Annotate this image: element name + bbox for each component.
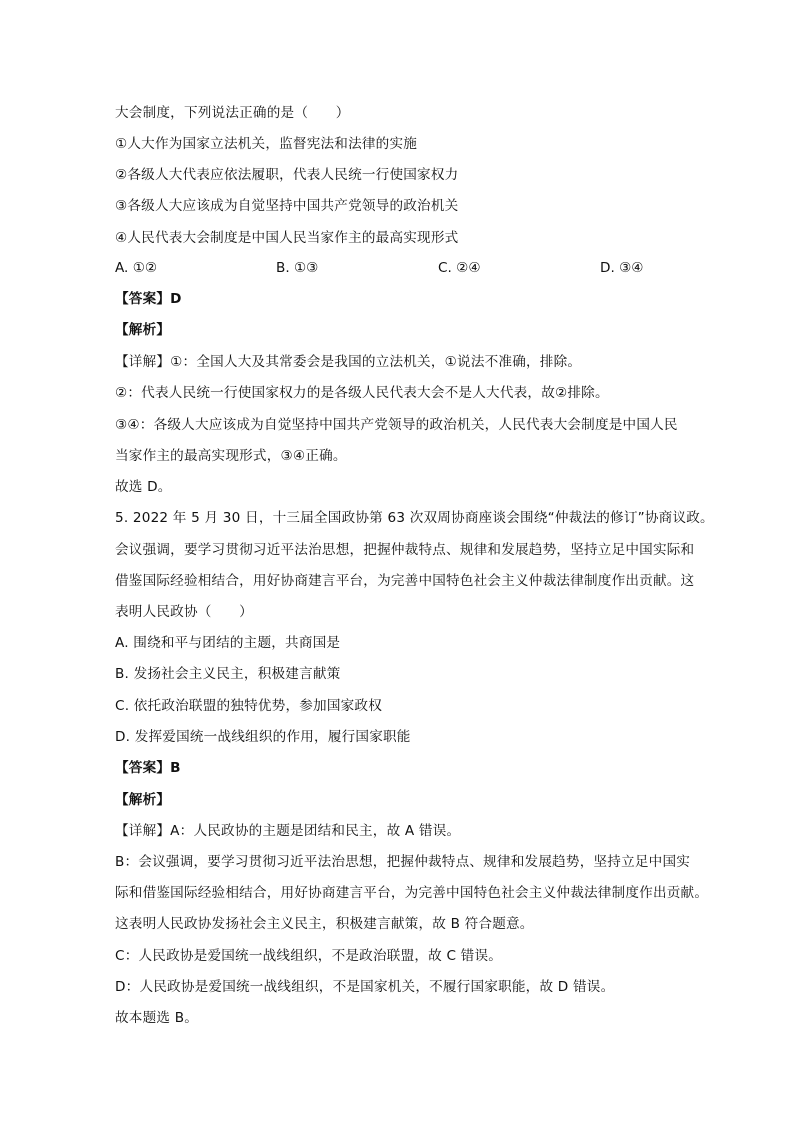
q4-detail-line-3: ③④：各级人大应该成为自觉坚持中国共产党领导的政治机关，人民代表大会制度是中国人民 [115,417,678,433]
q5-detail-line-1: 【详解】A：人民政协的主题是团结和民主，故 A 错误。 [115,823,461,839]
q5-stem-line-1: 5. 2022 年 5 月 30 日，十三届全国政协第 63 次双周协商座谈会围绕“仲裁法的修订”协商议政。 [115,510,714,526]
q5-stem-line-4: 表明人民政协（ ） [115,604,253,620]
q4-option-d: D. ③④ [600,260,644,276]
q4-statement-2: ②各级人大代表应依法履职，代表人民统一行使国家权力 [115,167,459,183]
q4-detail-line-1: 【详解】①：全国人大及其常委会是我国的立法机关，①说法不准确，排除。 [115,354,582,370]
q4-option-b: B. ①③ [276,260,319,276]
q5-analysis-heading: 【解析】 [115,792,171,808]
q4-stem-tail: 大会制度，下列说法正确的是（ ） [115,105,350,121]
q4-statement-4: ④人民代表大会制度是中国人民当家作主的最高实现形式 [115,230,459,246]
q5-detail-line-2: B：会议强调，要学习贯彻习近平法治思想，把握仲裁特点、规律和发展趋势，坚持立足中国实 [115,854,691,870]
q4-detail-line-4: 当家作主的最高实现形式，③④正确。 [115,448,347,464]
q4-analysis-heading: 【解析】 [115,322,171,338]
q5-detail-line-6: D：人民政协是爱国统一战线组织，不是国家机关，不履行国家职能，故 D 错误。 [115,979,615,995]
q5-option-d: D. 发挥爱国统一战线组织的作用，履行国家职能 [115,729,411,745]
q5-option-c: C. 依托政治联盟的独特优势，参加国家政权 [115,698,383,714]
q5-conclusion: 故本题选 B。 [115,1010,199,1026]
q4-statement-3: ③各级人大应该成为自觉坚持中国共产党领导的政治机关 [115,198,459,214]
q5-stem-line-2: 会议强调，要学习贯彻习近平法治思想，把握仲裁特点、规律和发展趋势，坚持立足中国实际和 [115,542,695,558]
q4-detail-line-2: ②：代表人民统一行使国家权力的是各级人民代表大会不是人大代表，故②排除。 [115,385,609,401]
q4-conclusion: 故选 D。 [115,479,172,495]
q4-option-c: C. ②④ [438,260,481,276]
q4-answer: 【答案】D [115,291,182,307]
q4-option-a: A. ①② [115,260,158,276]
q4-statement-1: ①人大作为国家立法机关，监督宪法和法律的实施 [115,136,418,152]
q5-option-b: B. 发扬社会主义民主，积极建言献策 [115,666,341,682]
q5-detail-line-4: 这表明人民政协发扬社会主义民主，积极建言献策，故 B 符合题意。 [115,916,534,932]
q5-answer: 【答案】B [115,760,181,776]
q5-detail-line-3: 际和借鉴国际经验相结合，用好协商建言平台，为完善中国特色社会主义仲裁法律制度作出贡献。 [115,885,709,901]
q5-detail-line-5: C：人民政协是爱国统一战线组织，不是政治联盟，故 C 错误。 [115,948,503,964]
q5-option-a: A. 围绕和平与团结的主题，共商国是 [115,635,341,651]
q5-stem-line-3: 借鉴国际经验相结合，用好协商建言平台，为完善中国特色社会主义仲裁法律制度作出贡献。这 [115,573,695,589]
